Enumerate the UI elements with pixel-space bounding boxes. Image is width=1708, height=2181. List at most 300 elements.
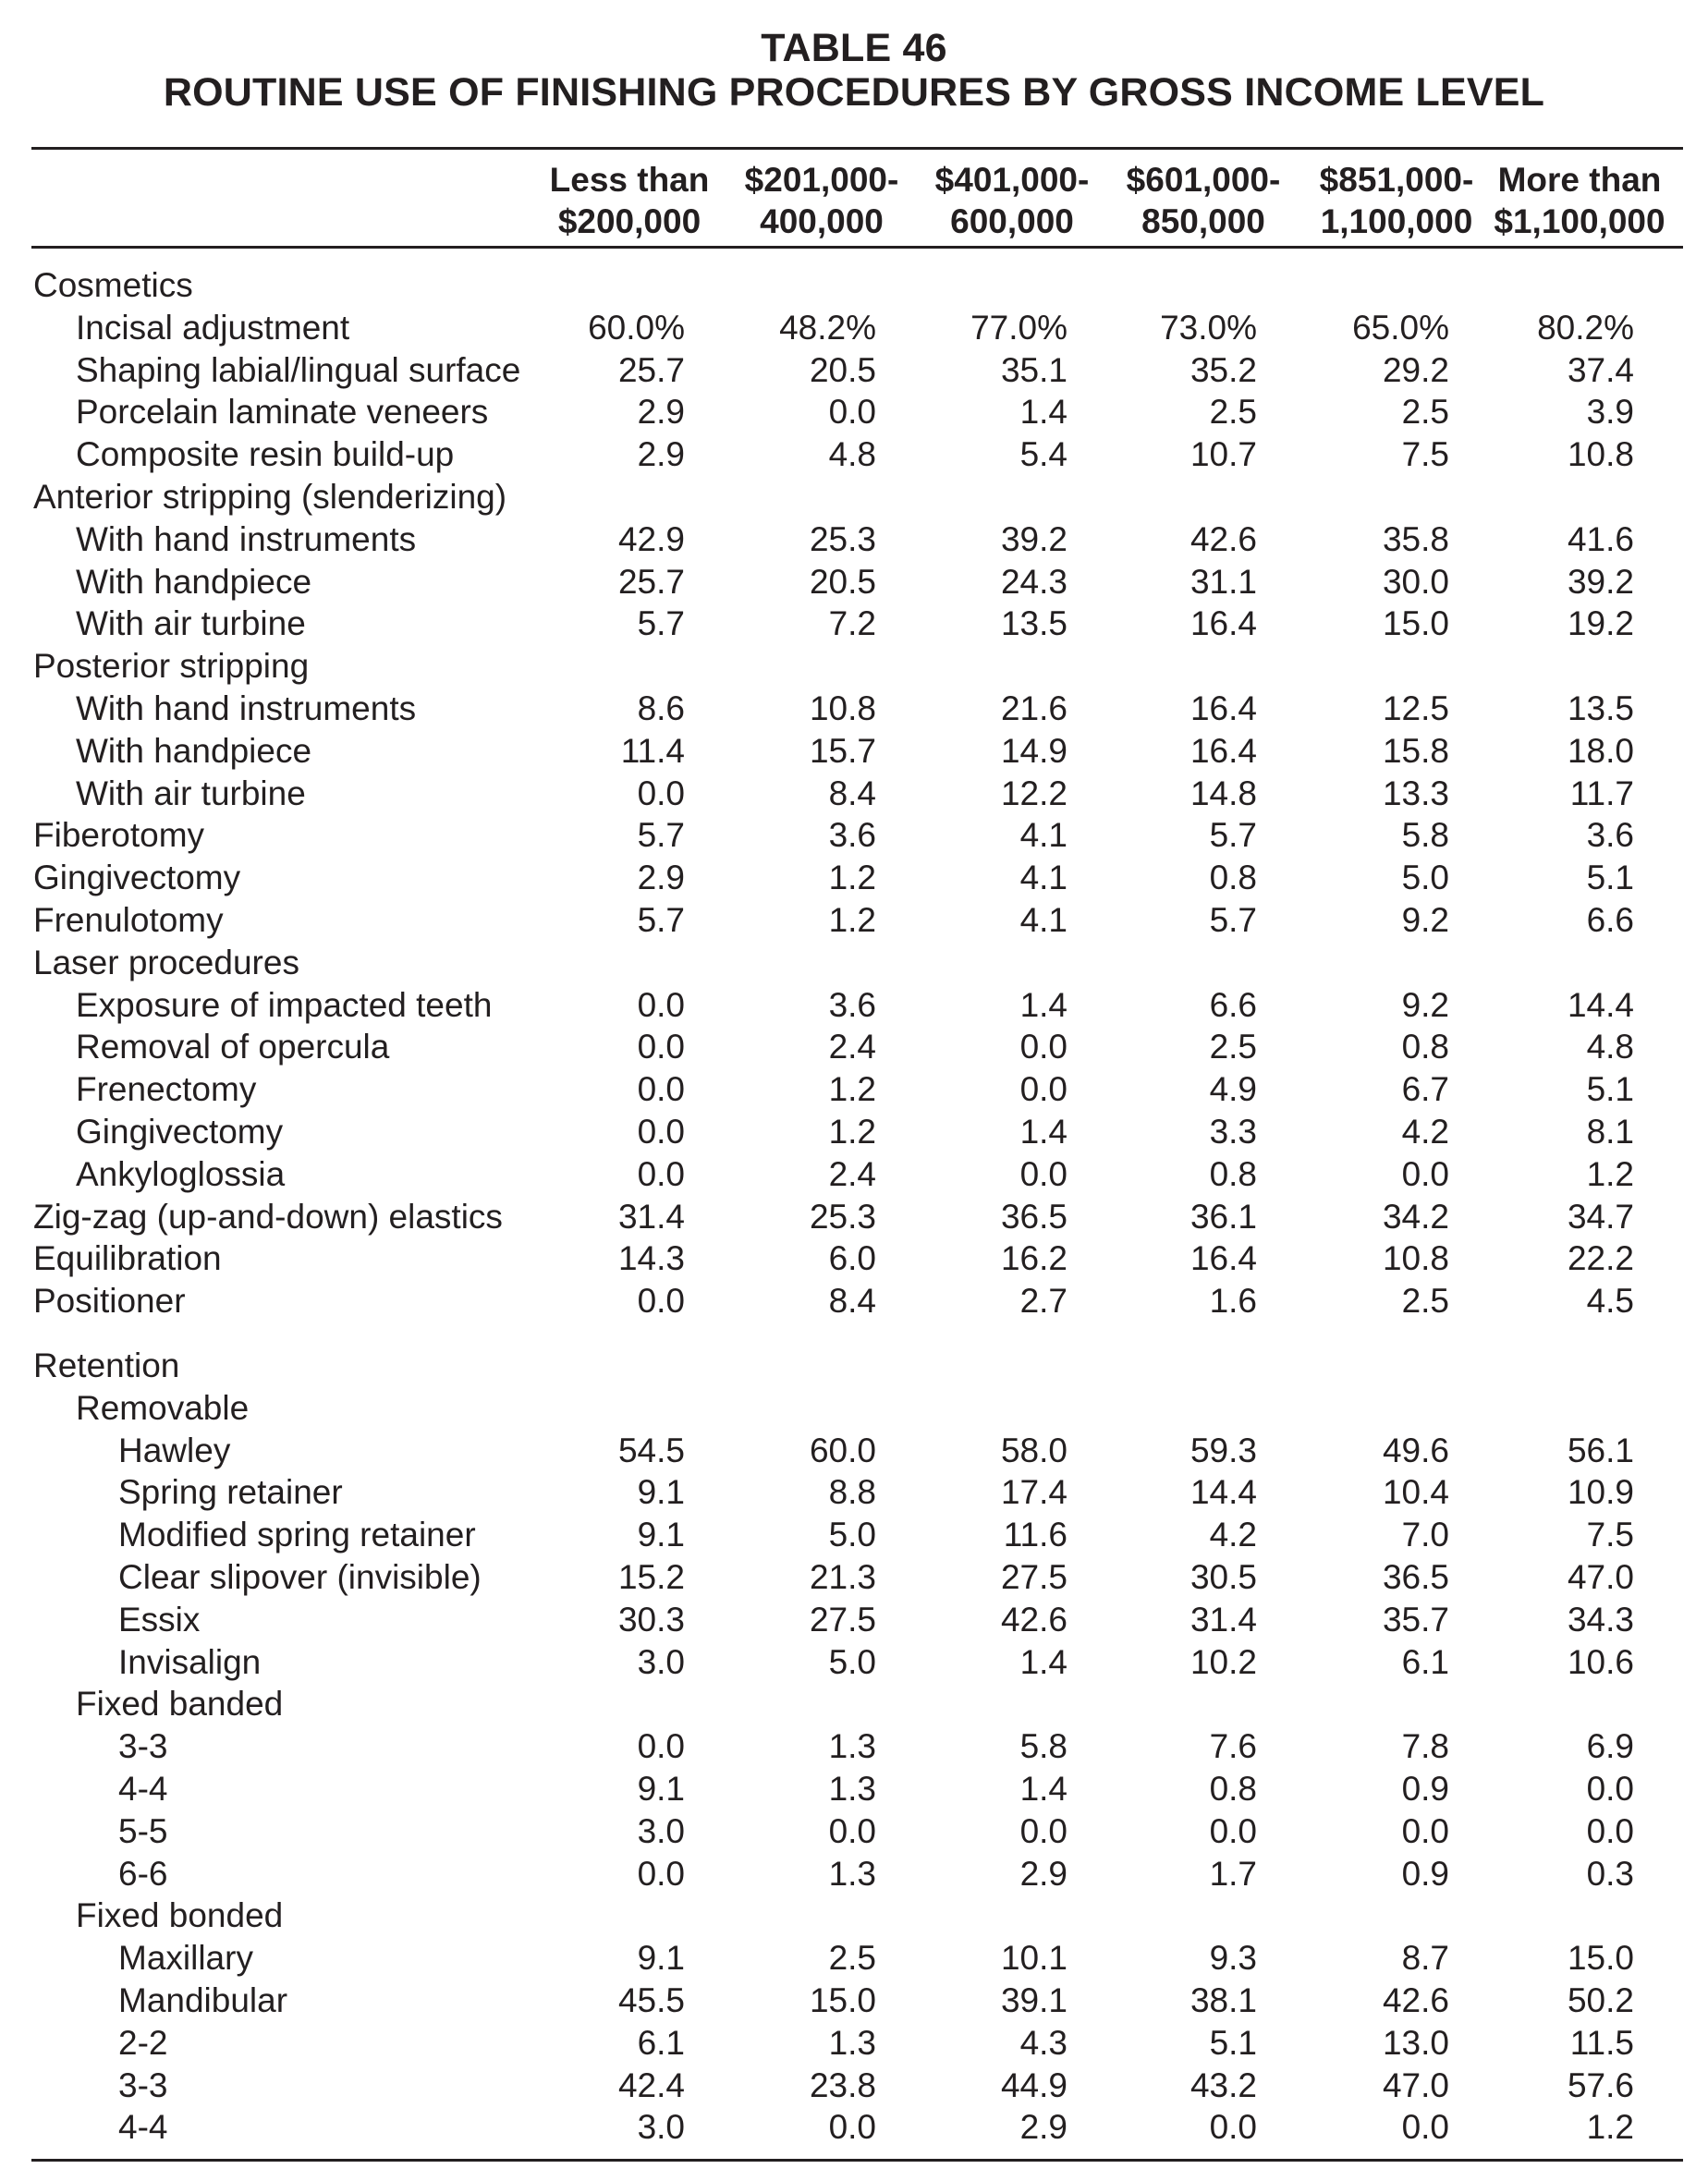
cell-value: 0.9 — [1401, 1854, 1449, 1893]
cell-value: 1.2 — [1586, 1154, 1634, 1193]
cell-value: 11.6 — [1003, 1516, 1068, 1554]
cell-value: 0.0 — [637, 985, 685, 1024]
row-label: With handpiece — [76, 731, 312, 770]
cell-value: 42.4 — [617, 2065, 685, 2104]
cell-value: 25.3 — [809, 519, 876, 558]
cell-value: 0.8 — [1401, 1028, 1449, 1066]
row-label: Removal of opercula — [76, 1028, 390, 1066]
cell-value: 0.0 — [1586, 1770, 1634, 1808]
column-header-line: 1,100,000 — [1320, 202, 1473, 240]
cell-value: 0.8 — [1209, 859, 1257, 897]
table-row — [0, 730, 1708, 773]
cell-value: 13.5 — [1567, 689, 1634, 727]
row-label: Gingivectomy — [76, 1113, 284, 1151]
cell-value: 1.3 — [828, 2023, 876, 2062]
cell-value: 5.8 — [1019, 1727, 1068, 1766]
table-row — [0, 899, 1708, 942]
cell-value: 42.6 — [1000, 1600, 1068, 1639]
row-label: Essix — [118, 1600, 201, 1639]
cell-value: 1.2 — [828, 859, 876, 897]
table-row — [0, 476, 1708, 518]
row-label: Clear slipover (invisible) — [118, 1558, 482, 1596]
table-row — [0, 1387, 1708, 1430]
cell-value: 44.9 — [1000, 2065, 1068, 2104]
cell-value: 42.9 — [617, 519, 685, 558]
cell-value: 3.9 — [1586, 393, 1634, 432]
cell-value: 3.0 — [637, 1811, 685, 1850]
cell-value: 0.8 — [1209, 1154, 1257, 1193]
row-label: Composite resin build-up — [76, 435, 455, 474]
cell-value: 1.2 — [828, 1113, 876, 1151]
section-label: Posterior stripping — [33, 647, 310, 686]
cell-value: 25.3 — [809, 1197, 876, 1236]
cell-value: 0.0 — [1019, 1070, 1068, 1109]
cell-value: 1.4 — [1019, 393, 1068, 432]
cell-value: 2.9 — [637, 859, 685, 897]
cell-value: 5.1 — [1586, 859, 1634, 897]
row-label: Exposure of impacted teeth — [76, 985, 493, 1024]
row-label: 5-5 — [118, 1811, 168, 1850]
cell-value: 5.7 — [637, 816, 685, 855]
cell-value: 14.4 — [1190, 1473, 1257, 1512]
cell-value: 39.2 — [1567, 562, 1634, 601]
cell-value: 4.3 — [1019, 2023, 1068, 2062]
cell-value: 10.8 — [1382, 1239, 1449, 1278]
table-row — [0, 2022, 1708, 2065]
table-row — [0, 1153, 1708, 1196]
cell-value: 0.0 — [1401, 1811, 1449, 1850]
cell-value: 6.0 — [828, 1239, 876, 1278]
cell-value: 49.6 — [1382, 1431, 1449, 1469]
table-row — [0, 1556, 1708, 1599]
table-number: TABLE 46 — [761, 26, 947, 70]
cell-value: 16.4 — [1190, 604, 1257, 643]
cell-value: 14.8 — [1190, 774, 1257, 812]
cell-value: 0.0 — [1401, 2108, 1449, 2147]
row-label: With hand instruments — [76, 689, 417, 727]
table-row — [0, 1026, 1708, 1068]
table-row — [0, 1068, 1708, 1111]
cell-value: 54.5 — [617, 1431, 685, 1469]
cell-value: 21.3 — [809, 1558, 876, 1596]
section-label: Fixed bonded — [76, 1896, 284, 1935]
row-label: Zig-zag (up-and-down) elastics — [33, 1197, 503, 1236]
row-label: 4-4 — [118, 1770, 168, 1808]
cell-value: 15.8 — [1382, 731, 1449, 770]
cell-value: 4.8 — [828, 435, 876, 474]
cell-value: 3.6 — [828, 985, 876, 1024]
cell-value: 22.2 — [1567, 1239, 1634, 1278]
table-row — [0, 645, 1708, 688]
cell-value: 2.4 — [828, 1154, 876, 1193]
cell-value: 0.0 — [1209, 1811, 1257, 1850]
cell-value: 0.0 — [1019, 1154, 1068, 1193]
cell-value: 65.0% — [1352, 308, 1449, 347]
row-label: Ankyloglossia — [76, 1154, 286, 1193]
cell-value: 3.0 — [637, 2108, 685, 2147]
cell-value: 6.1 — [637, 2023, 685, 2062]
cell-value: 0.0 — [637, 1282, 685, 1321]
cell-value: 5.0 — [828, 1642, 876, 1681]
cell-value: 2.5 — [1209, 393, 1257, 432]
row-label: Positioner — [33, 1282, 186, 1321]
column-header — [924, 159, 1100, 242]
cell-value: 35.7 — [1382, 1600, 1449, 1639]
table-row — [0, 1599, 1708, 1641]
cell-value: 47.0 — [1567, 1558, 1634, 1596]
cell-value: 10.6 — [1567, 1642, 1634, 1681]
table-row — [0, 518, 1708, 561]
cell-value: 30.5 — [1190, 1558, 1257, 1596]
row-label: 4-4 — [118, 2108, 168, 2147]
cell-value: 9.1 — [637, 1939, 685, 1978]
table-row — [0, 1810, 1708, 1853]
cell-value: 29.2 — [1382, 350, 1449, 389]
cell-value: 8.8 — [828, 1473, 876, 1512]
cell-value: 8.7 — [1401, 1939, 1449, 1978]
cell-value: 47.0 — [1382, 2065, 1449, 2104]
cell-value: 4.1 — [1019, 816, 1068, 855]
cell-value: 9.3 — [1209, 1939, 1257, 1978]
cell-value: 13.0 — [1382, 2023, 1449, 2062]
cell-value: 11.5 — [1569, 2023, 1634, 2062]
cell-value: 2.9 — [1019, 2108, 1068, 2147]
cell-value: 1.3 — [828, 1854, 876, 1893]
table-row — [0, 1980, 1708, 2022]
cell-value: 2.5 — [1209, 1028, 1257, 1066]
table-row — [0, 1683, 1708, 1725]
cell-value: 13.3 — [1382, 774, 1449, 812]
cell-value: 42.6 — [1190, 519, 1257, 558]
cell-value: 0.0 — [828, 2108, 876, 2147]
cell-value: 5.7 — [1209, 901, 1257, 939]
row-label: Fiberotomy — [33, 816, 205, 855]
cell-value: 7.8 — [1401, 1727, 1449, 1766]
cell-value: 5.1 — [1586, 1070, 1634, 1109]
cell-value: 8.4 — [828, 774, 876, 812]
cell-value: 45.5 — [617, 1981, 685, 2019]
cell-value: 4.8 — [1586, 1028, 1634, 1066]
cell-value: 10.2 — [1190, 1642, 1257, 1681]
cell-value: 2.9 — [637, 393, 685, 432]
cell-value: 24.3 — [1000, 562, 1068, 601]
cell-value: 5.4 — [1019, 435, 1068, 474]
column-header — [734, 159, 909, 242]
row-label: Gingivectomy — [33, 859, 241, 897]
row-label: 3-3 — [118, 2065, 168, 2104]
table-row — [0, 307, 1708, 349]
cell-value: 1.4 — [1019, 1770, 1068, 1808]
cell-value: 36.5 — [1382, 1558, 1449, 1596]
row-label: Frenulotomy — [33, 901, 224, 939]
cell-value: 1.3 — [828, 1770, 876, 1808]
table-row — [0, 814, 1708, 857]
cell-value: 7.0 — [1401, 1516, 1449, 1554]
cell-value: 35.1 — [1000, 350, 1068, 389]
cell-value: 31.4 — [617, 1197, 685, 1236]
table-row — [0, 1895, 1708, 1937]
cell-value: 35.8 — [1382, 519, 1449, 558]
row-label: With air turbine — [76, 604, 306, 643]
cell-value: 2.5 — [1401, 1282, 1449, 1321]
cell-value: 18.0 — [1567, 731, 1634, 770]
cell-value: 8.1 — [1586, 1113, 1634, 1151]
table-row — [0, 264, 1708, 307]
cell-value: 16.2 — [1000, 1239, 1068, 1278]
cell-value: 0.0 — [637, 1028, 685, 1066]
cell-value: 23.8 — [809, 2065, 876, 2104]
cell-value: 4.2 — [1209, 1516, 1257, 1554]
cell-value: 1.6 — [1209, 1282, 1257, 1321]
cell-value: 0.0 — [637, 774, 685, 812]
cell-value: 31.4 — [1190, 1600, 1257, 1639]
cell-value: 4.9 — [1209, 1070, 1257, 1109]
table-row — [0, 603, 1708, 645]
cell-value: 5.7 — [637, 901, 685, 939]
row-label: Spring retainer — [118, 1473, 343, 1512]
cell-value: 1.7 — [1209, 1854, 1257, 1893]
cell-value: 0.0 — [1401, 1154, 1449, 1193]
cell-value: 0.0 — [828, 1811, 876, 1850]
cell-value: 60.0 — [809, 1431, 876, 1469]
cell-value: 5.1 — [1209, 2023, 1257, 2062]
cell-value: 31.1 — [1190, 562, 1257, 601]
table-row — [0, 1280, 1708, 1322]
cell-value: 6.6 — [1586, 901, 1634, 939]
cell-value: 15.7 — [809, 731, 876, 770]
cell-value: 15.0 — [1382, 604, 1449, 643]
cell-value: 15.2 — [617, 1558, 685, 1596]
cell-value: 12.5 — [1382, 689, 1449, 727]
cell-value: 1.3 — [828, 1727, 876, 1766]
cell-value: 17.4 — [1000, 1473, 1068, 1512]
cell-value: 3.0 — [637, 1642, 685, 1681]
row-label: 2-2 — [118, 2023, 168, 2062]
cell-value: 7.6 — [1209, 1727, 1257, 1766]
cell-value: 0.0 — [828, 393, 876, 432]
cell-value: 42.6 — [1382, 1981, 1449, 2019]
cell-value: 3.6 — [1586, 816, 1634, 855]
column-header — [542, 159, 717, 242]
cell-value: 20.5 — [809, 562, 876, 601]
table-row — [0, 773, 1708, 815]
cell-value: 0.0 — [637, 1727, 685, 1766]
table-row — [0, 2065, 1708, 2107]
cell-value: 36.1 — [1190, 1197, 1257, 1236]
column-header-line: Less than — [549, 161, 710, 199]
column-header-line: $401,000- — [934, 161, 1090, 199]
section-label: Cosmetics — [33, 266, 193, 304]
cell-value: 60.0% — [588, 308, 685, 347]
cell-value: 73.0% — [1160, 308, 1257, 347]
cell-value: 77.0% — [970, 308, 1068, 347]
table-row — [0, 1430, 1708, 1472]
row-label: With air turbine — [76, 774, 306, 812]
cell-value: 0.0 — [637, 1113, 685, 1151]
column-header-line: More than — [1497, 161, 1662, 199]
table-row — [0, 1111, 1708, 1153]
column-header-line: 850,000 — [1141, 202, 1265, 240]
cell-value: 10.8 — [1567, 435, 1634, 474]
cell-value: 0.3 — [1586, 1854, 1634, 1893]
table-row — [0, 2106, 1708, 2149]
cell-value: 14.3 — [617, 1239, 685, 1278]
cell-value: 10.9 — [1567, 1473, 1634, 1512]
section-label: Retention — [33, 1346, 180, 1384]
row-label: Maxillary — [118, 1939, 253, 1978]
cell-value: 5.7 — [637, 604, 685, 643]
row-label: Porcelain laminate veneers — [76, 393, 489, 432]
bottom-rule — [31, 2159, 1683, 2162]
cell-value: 2.9 — [637, 435, 685, 474]
table-row — [0, 1853, 1708, 1895]
cell-value: 0.0 — [637, 1854, 685, 1893]
cell-value: 34.7 — [1567, 1197, 1634, 1236]
cell-value: 16.4 — [1190, 689, 1257, 727]
cell-value: 5.7 — [1209, 816, 1257, 855]
cell-value: 30.3 — [617, 1600, 685, 1639]
cell-value: 50.2 — [1567, 1981, 1634, 2019]
cell-value: 14.9 — [1000, 731, 1068, 770]
cell-value: 7.5 — [1401, 435, 1449, 474]
table-row — [0, 1937, 1708, 1980]
row-label: 6-6 — [118, 1854, 168, 1893]
cell-value: 3.6 — [828, 816, 876, 855]
row-label: Modified spring retainer — [118, 1516, 476, 1554]
table-row — [0, 1196, 1708, 1238]
row-label: Shaping labial/lingual surface — [76, 350, 521, 389]
cell-value: 10.1 — [1000, 1939, 1068, 1978]
cell-value: 9.1 — [637, 1516, 685, 1554]
cell-value: 2.5 — [1401, 393, 1449, 432]
table-row — [0, 1471, 1708, 1514]
table-row — [0, 391, 1708, 433]
cell-value: 16.4 — [1190, 1239, 1257, 1278]
table-row — [0, 857, 1708, 899]
cell-value: 39.1 — [1000, 1981, 1068, 2019]
table-row — [0, 561, 1708, 603]
cell-value: 0.0 — [1019, 1028, 1068, 1066]
column-header — [1299, 159, 1494, 242]
cell-value: 4.2 — [1401, 1113, 1449, 1151]
row-label: Frenectomy — [76, 1070, 257, 1109]
cell-value: 5.0 — [828, 1516, 876, 1554]
row-label: With handpiece — [76, 562, 312, 601]
row-label: 3-3 — [118, 1727, 168, 1766]
cell-value: 1.2 — [828, 901, 876, 939]
cell-value: 0.8 — [1209, 1770, 1257, 1808]
cell-value: 9.1 — [637, 1770, 685, 1808]
cell-value: 59.3 — [1190, 1431, 1257, 1469]
cell-value: 34.3 — [1567, 1600, 1634, 1639]
cell-value: 15.0 — [809, 1981, 876, 2019]
column-header-line: 600,000 — [950, 202, 1074, 240]
cell-value: 16.4 — [1190, 731, 1257, 770]
row-label: Hawley — [118, 1431, 231, 1469]
row-label: Equilibration — [33, 1239, 222, 1278]
cell-value: 7.5 — [1586, 1516, 1634, 1554]
table-caption: ROUTINE USE OF FINISHING PROCEDURES BY GROSS INCOME LEVEL — [163, 70, 1545, 115]
cell-value: 0.0 — [1019, 1811, 1068, 1850]
table-row — [0, 942, 1708, 984]
column-header — [1482, 159, 1677, 242]
cell-value: 10.4 — [1382, 1473, 1449, 1512]
column-header-line: $601,000- — [1126, 161, 1281, 199]
cell-value: 80.2% — [1537, 308, 1634, 347]
cell-value: 5.0 — [1401, 859, 1449, 897]
section-label: Removable — [76, 1388, 250, 1427]
cell-value: 8.4 — [828, 1282, 876, 1321]
column-header — [1116, 159, 1291, 242]
row-label: Mandibular — [118, 1981, 288, 2019]
cell-value: 9.2 — [1401, 985, 1449, 1024]
cell-value: 34.2 — [1382, 1197, 1449, 1236]
table-row — [0, 1725, 1708, 1768]
cell-value: 58.0 — [1000, 1431, 1068, 1469]
cell-value: 5.8 — [1401, 816, 1449, 855]
cell-value: 6.9 — [1586, 1727, 1634, 1766]
cell-value: 0.0 — [637, 1070, 685, 1109]
cell-value: 2.5 — [828, 1939, 876, 1978]
cell-value: 7.2 — [828, 604, 876, 643]
cell-value: 35.2 — [1190, 350, 1257, 389]
table-row — [0, 984, 1708, 1027]
column-header-line: $201,000- — [744, 161, 899, 199]
cell-value: 10.7 — [1190, 435, 1257, 474]
cell-value: 8.6 — [637, 689, 685, 727]
column-header-line: 400,000 — [760, 202, 884, 240]
cell-value: 37.4 — [1567, 350, 1634, 389]
cell-value: 1.2 — [1586, 2108, 1634, 2147]
cell-value: 13.5 — [1000, 604, 1068, 643]
cell-value: 20.5 — [809, 350, 876, 389]
table-row — [0, 1237, 1708, 1280]
cell-value: 39.2 — [1000, 519, 1068, 558]
cell-value: 41.6 — [1567, 519, 1634, 558]
cell-value: 36.5 — [1000, 1197, 1068, 1236]
table-row — [0, 1768, 1708, 1810]
cell-value: 3.3 — [1209, 1113, 1257, 1151]
cell-value: 0.0 — [1209, 2108, 1257, 2147]
cell-value: 1.2 — [828, 1070, 876, 1109]
cell-value: 9.1 — [637, 1473, 685, 1512]
cell-value: 15.0 — [1567, 1939, 1634, 1978]
row-label: Incisal adjustment — [76, 308, 350, 347]
cell-value: 27.5 — [1000, 1558, 1068, 1596]
cell-value: 12.2 — [1000, 774, 1068, 812]
cell-value: 10.8 — [809, 689, 876, 727]
cell-value: 30.0 — [1382, 562, 1449, 601]
cell-value: 1.4 — [1019, 1642, 1068, 1681]
table-row — [0, 1514, 1708, 1556]
cell-value: 2.4 — [828, 1028, 876, 1066]
row-label: Invisalign — [118, 1642, 262, 1681]
cell-value: 48.2% — [779, 308, 876, 347]
table-row — [0, 688, 1708, 730]
cell-value: 0.9 — [1401, 1770, 1449, 1808]
cell-value: 2.9 — [1019, 1854, 1068, 1893]
table-row — [0, 1345, 1708, 1387]
cell-value: 6.1 — [1401, 1642, 1449, 1681]
cell-value: 9.2 — [1401, 901, 1449, 939]
cell-value: 38.1 — [1190, 1981, 1257, 2019]
cell-value: 21.6 — [1000, 689, 1068, 727]
table-row — [0, 433, 1708, 476]
cell-value: 25.7 — [617, 562, 685, 601]
row-label: With hand instruments — [76, 519, 417, 558]
table-row — [0, 349, 1708, 392]
cell-value: 4.1 — [1019, 859, 1068, 897]
